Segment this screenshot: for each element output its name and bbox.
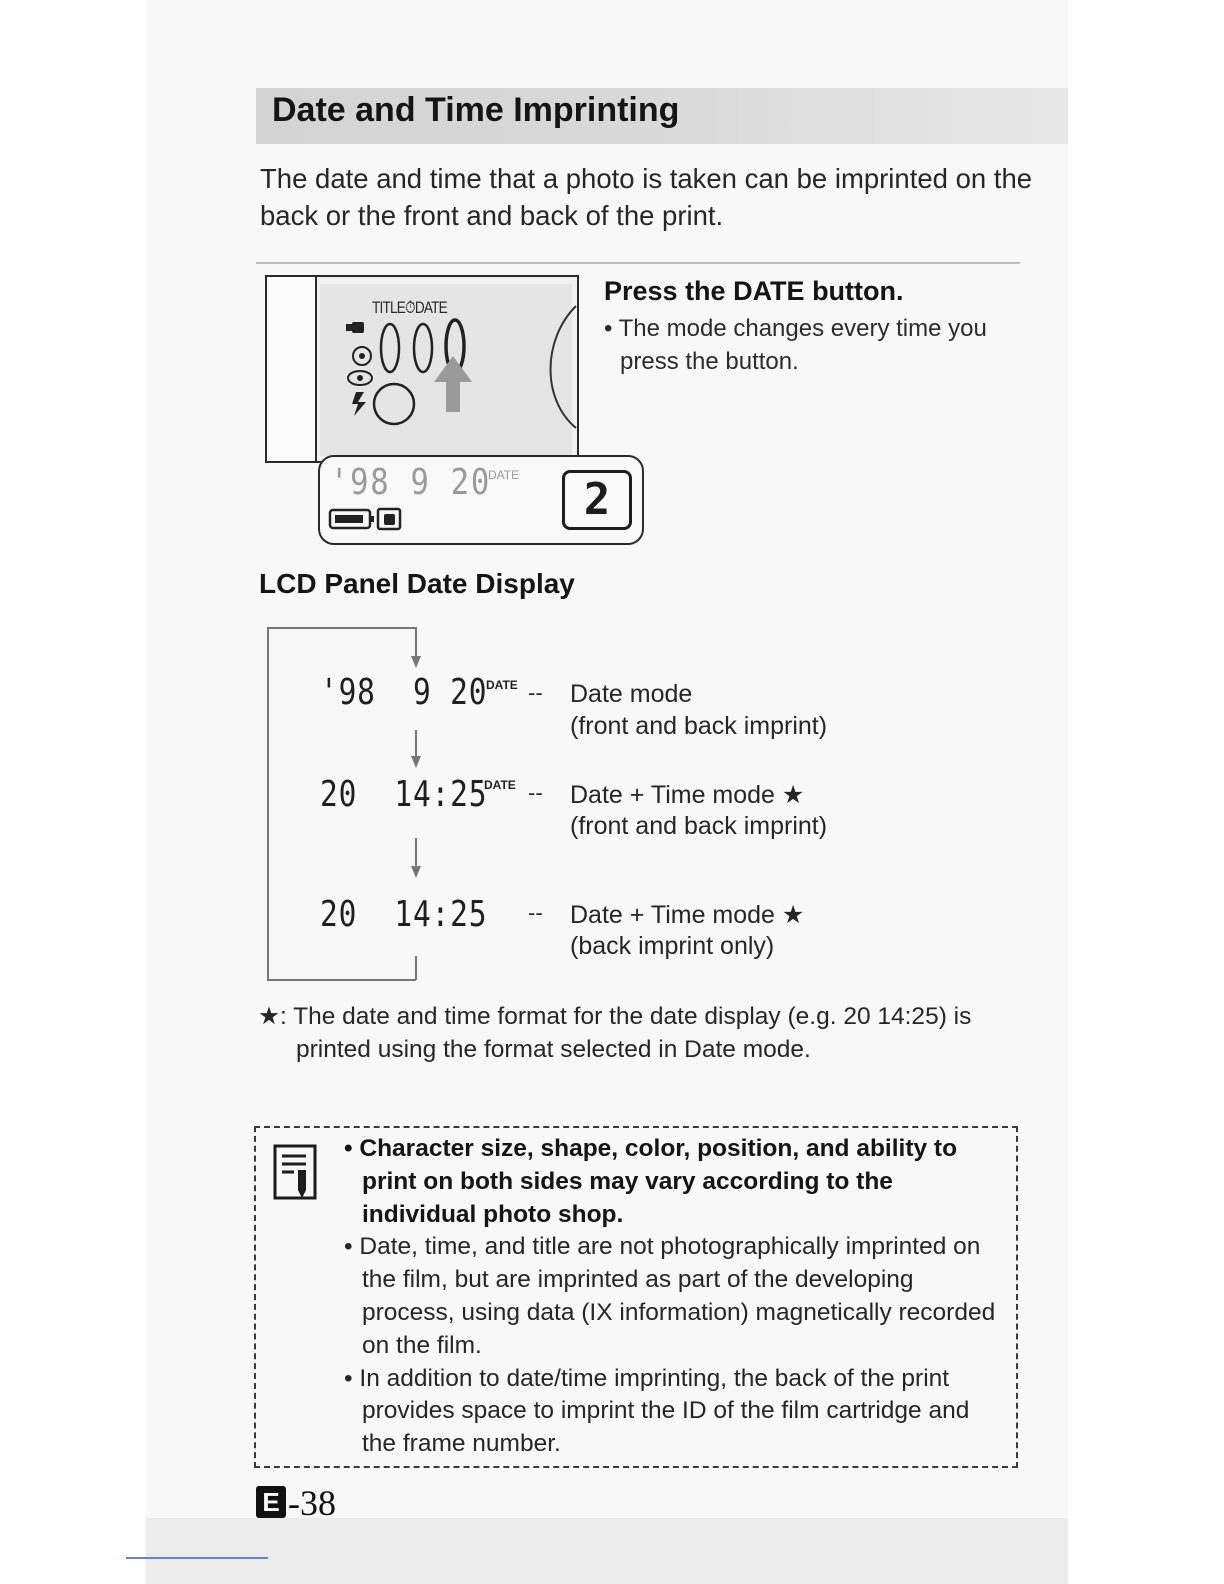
arrow-up-icon (434, 356, 472, 412)
lcd-date-readout: '98 9 20 (330, 462, 491, 503)
note-item: • Date, time, and title are not photographically imprinted on the film, but are imprinted as part of the developing process, using data (IX information) magnetically recorded on the film. (344, 1233, 996, 1359)
shutter-button-icon (374, 384, 414, 424)
title-button-icon (381, 324, 399, 372)
mode-date-tag: DATE (484, 778, 516, 792)
flash-mode-icon (346, 322, 372, 416)
camera-buttons-drawing (320, 300, 580, 460)
step-title: Press the DATE button. (604, 276, 904, 306)
page-title: Date and Time Imprinting (272, 91, 680, 129)
mode-lcd-display: '98 9 20 (320, 672, 488, 713)
frame-counter: 2 (583, 474, 611, 525)
notes-list (344, 1133, 1004, 1461)
camera-button-labels: TITLE⏱DATE (372, 298, 447, 317)
mode-date-tag: DATE (486, 678, 518, 692)
camera-edge-curve (551, 306, 577, 428)
page-number: -38 (288, 1483, 336, 1523)
self-timer-button-icon (414, 324, 432, 372)
battery-film-icon (328, 506, 402, 532)
language-badge: E (256, 1486, 286, 1518)
camera-side (265, 275, 317, 463)
note-item: • In addition to date/time imprinting, the back of the print provides space to imprint the ID of the film cartridge and the frame number. (344, 1364, 970, 1458)
mode-note: (front and back imprint) (570, 812, 828, 840)
arrow-down-icon (411, 756, 421, 768)
step-bullet: • The mode changes every time you press the button. (604, 315, 987, 375)
mode-lcd-display: 20 14:25 (320, 774, 488, 815)
page-bottom-band (146, 1518, 1068, 1584)
section-divider (256, 262, 1020, 264)
lcd-date-tag: DATE (488, 468, 520, 482)
lcd-section-title: LCD Panel Date Display (259, 568, 575, 599)
note-item: • Character size, shape, color, position, and ability to print on both sides may vary according to the individual photo shop. (344, 1135, 958, 1228)
memo-pencil-icon (272, 1140, 320, 1204)
mode-dash: -- (528, 680, 543, 705)
mode-dash: -- (528, 900, 543, 925)
arrow-down-icon (411, 656, 421, 668)
footnote: ★: The date and time format for the date display (e.g. 20 14:25) is printed using the format selected in Date mode. (258, 1003, 972, 1063)
intro-paragraph: The date and time that a photo is taken can be imprinted on the back or the front and back of the print. (260, 163, 1033, 231)
scan-underline (126, 1557, 268, 1559)
arrow-down-icon (411, 866, 421, 878)
mode-note: (back imprint only) (570, 932, 775, 960)
mode-dash: -- (528, 780, 543, 805)
mode-name: Date + Time mode ★ (570, 781, 805, 809)
mode-name: Date mode (570, 680, 693, 708)
mode-name: Date + Time mode ★ (570, 901, 805, 929)
mode-note: (front and back imprint) (570, 712, 828, 740)
mode-lcd-display: 20 14:25 (320, 894, 488, 935)
